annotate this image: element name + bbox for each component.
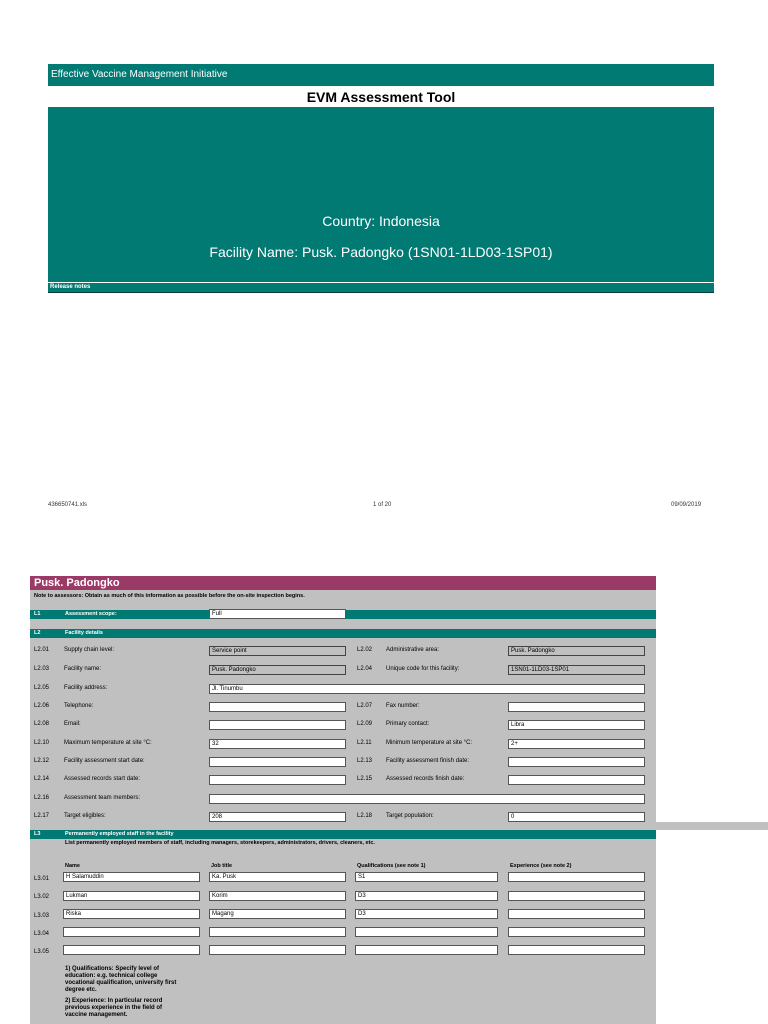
facility-address-field[interactable]: Jl. Tinumbu — [209, 684, 645, 694]
target-population-field[interactable]: 0 — [508, 812, 645, 822]
staff-experience-field[interactable] — [508, 872, 645, 882]
row-code: L2.06 — [34, 703, 50, 709]
footer-page: 1 of 20 — [373, 502, 392, 508]
staff-qualification-field[interactable] — [355, 927, 498, 937]
cover-country: Country: Indonesia — [322, 213, 440, 229]
assessment-finish-date-field[interactable] — [508, 757, 645, 767]
section-label: Facility details — [65, 630, 103, 636]
row-code: L2.03 — [34, 666, 50, 672]
sheet-title: Pusk. Padongko — [34, 577, 120, 589]
col-header-job: Job title — [211, 863, 233, 869]
section-l2 — [30, 629, 656, 638]
staff-experience-field[interactable] — [508, 909, 645, 919]
row-label: Target population: — [386, 813, 434, 819]
staff-qualification-field[interactable]: S1 — [355, 872, 498, 882]
staff-experience-field[interactable] — [508, 927, 645, 937]
location-sheet — [30, 576, 656, 1024]
section-l3 — [30, 830, 656, 839]
assessment-scope-field[interactable]: Full — [209, 609, 346, 619]
email-field[interactable] — [209, 720, 346, 730]
cover-title: EVM Assessment Tool — [306, 89, 456, 105]
row-label: Assessment team members: — [64, 795, 141, 801]
row-code: L2.08 — [34, 721, 50, 727]
max-temperature-field[interactable]: 32 — [209, 739, 346, 749]
staff-experience-field[interactable] — [508, 891, 645, 901]
row-label: Minimum temperature at site °C: — [386, 740, 473, 746]
row-code: L2.07 — [357, 703, 373, 709]
section-label: Permanently employed staff in the facility — [65, 831, 174, 837]
row-code: L2.16 — [34, 795, 50, 801]
staff-job-field[interactable]: Korim — [209, 891, 346, 901]
release-notes-bar — [48, 282, 714, 293]
section-code: L1 — [34, 611, 41, 617]
row-code: L2.09 — [357, 721, 373, 727]
cover-initiative-bar — [48, 64, 714, 86]
experience-note: 2) Experience: In particular record previous experience in the field of vaccine management. — [65, 998, 163, 1018]
staff-job-field[interactable]: Ka. Pusk — [209, 872, 346, 882]
row-label: Assessed records finish date: — [386, 776, 465, 782]
row-label: Telephone: — [64, 703, 94, 709]
staff-experience-field[interactable] — [508, 945, 645, 955]
section-label: Assessment scope: — [65, 611, 117, 617]
row-label: Assessed records start date: — [64, 776, 141, 782]
fax-field[interactable] — [508, 702, 645, 712]
staff-job-field[interactable] — [209, 945, 346, 955]
qualifications-note: 1) Qualifications: Specify level of education: e.g. technical college vocational qualification, university first degree etc. — [65, 966, 177, 993]
cover-initiative: Effective Vaccine Management Initiative — [51, 69, 228, 80]
facility-code-field[interactable]: 1SN01-1LD03-1SP01 — [508, 665, 645, 675]
staff-job-field[interactable]: Magang — [209, 909, 346, 919]
row-label: Facility address: — [64, 685, 108, 691]
staff-name-field[interactable]: Lukman — [63, 891, 200, 901]
row-code: L3.03 — [34, 913, 50, 919]
sheet-title-bar — [30, 576, 656, 590]
row-code: L2.12 — [34, 758, 50, 764]
records-start-date-field[interactable] — [209, 775, 346, 785]
section-code: L3 — [34, 831, 41, 837]
staff-qualification-field[interactable] — [355, 945, 498, 955]
row-label: Fax number: — [386, 703, 420, 709]
facility-name-field[interactable]: Pusk. Padongko — [209, 665, 346, 675]
row-label: Administrative area: — [386, 647, 440, 653]
row-code: L2.18 — [357, 813, 373, 819]
staff-qualification-field[interactable]: D3 — [355, 891, 498, 901]
staff-name-field[interactable]: Riska — [63, 909, 200, 919]
row-label: Facility name: — [64, 666, 102, 672]
row-code: L3.01 — [34, 876, 50, 882]
records-finish-date-field[interactable] — [508, 775, 645, 785]
footer-date: 09/09/2019 — [671, 502, 702, 508]
sheet-edge-strip — [656, 822, 768, 830]
row-code: L3.02 — [34, 894, 50, 900]
assessor-note: Note to assessors: Obtain as much of this information as possible before the on-site inspection begins. — [34, 593, 305, 599]
row-code: L2.17 — [34, 813, 50, 819]
row-label: Supply chain level: — [64, 647, 115, 653]
row-label: Email: — [64, 721, 81, 727]
release-notes-label: Release notes — [50, 284, 91, 290]
col-header-experience: Experience (see note 2) — [510, 863, 572, 869]
row-code: L2.13 — [357, 758, 373, 764]
row-code: L2.04 — [357, 666, 373, 672]
telephone-field[interactable] — [209, 702, 346, 712]
staff-name-field[interactable]: H Salamuddin — [63, 872, 200, 882]
row-label: Facility assessment finish date: — [386, 758, 470, 764]
staff-name-field[interactable] — [63, 945, 200, 955]
supply-chain-level-field[interactable]: Service point — [209, 646, 346, 656]
cover-facility: Facility Name: Pusk. Padongko (1SN01-1LD03-1SP01) — [209, 244, 553, 260]
row-label: Maximum temperature at site °C: — [64, 740, 152, 746]
assessment-start-date-field[interactable] — [209, 757, 346, 767]
section-code: L2 — [34, 630, 41, 636]
row-code: L2.14 — [34, 776, 50, 782]
row-label: Target eligibles: — [64, 813, 106, 819]
row-code: L2.11 — [357, 740, 372, 746]
col-header-qualifications: Qualifications (see note 1) — [357, 863, 426, 869]
primary-contact-field[interactable]: Libra — [508, 720, 645, 730]
administrative-area-field[interactable]: Pusk. Padongko — [508, 646, 645, 656]
staff-name-field[interactable] — [63, 927, 200, 937]
row-label: Facility assessment start date: — [64, 758, 145, 764]
row-code: L3.05 — [34, 949, 50, 955]
row-code: L2.02 — [357, 647, 373, 653]
row-code: L2.01 — [34, 647, 50, 653]
row-code: L2.05 — [34, 685, 50, 691]
section-sublabel: List permanently employed members of staff, including managers, storekeepers, administrators, drivers, cleaners, etc. — [65, 840, 375, 846]
staff-qualification-field[interactable]: D3 — [355, 909, 498, 919]
team-members-field[interactable] — [209, 794, 645, 804]
footer-file: 436650741.xls — [48, 502, 88, 508]
staff-job-field[interactable] — [209, 927, 346, 937]
cover-box — [48, 107, 714, 282]
row-label: Primary contact: — [386, 721, 430, 727]
row-code: L2.10 — [34, 740, 50, 746]
min-temperature-field[interactable]: 2+ — [508, 739, 645, 749]
row-code: L2.15 — [357, 776, 373, 782]
col-header-name: Name — [65, 863, 80, 869]
row-label: Unique code for this facility: — [386, 666, 460, 672]
row-code: L3.04 — [34, 931, 50, 937]
target-eligibles-field[interactable]: 208 — [209, 812, 346, 822]
